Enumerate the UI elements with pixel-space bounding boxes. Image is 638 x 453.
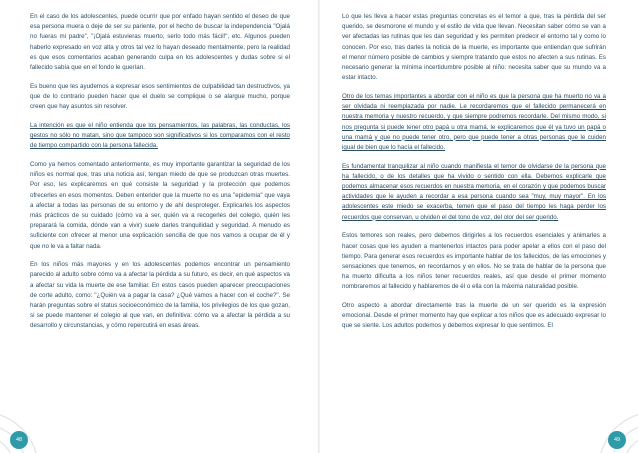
- paragraph: Otro aspecto a abordar directamente tras la muerte de un ser querido es la expresión emocional. Desde el primer momento hay que explicar a los niños que es adecuado expresar lo que se siente. Los adultos podemos y debemos expresar lo que sentimos. El: [342, 302, 606, 330]
- paragraph: La intención es que el niño entienda que los pensamientos, las palabras, las conductas, los gestos no sólo no matan, sino que tampoco son significativos si los comparamos con el resto de tiempo compartido con la persona fallecida.: [30, 121, 290, 150]
- paragraph: Es fundamental tranquilizar al niño cuando manifiesta el temor de olvidarse de la persona que ha fallecido, o de los detalles que ha vivido o sentido con ella. Debemos explicarle que podemos almacenar esos recuerdos en nuestra memoria, en el corazón y que podemos buscar actividades que le ayuden a recordar a esa persona cuando sea "muy, muy mayor". En los adolescentes este miedo se exacerba, temen que el paso del tiempo les haga perder los recuerdos que conservan, u olviden el del tono de voz, del olor del ser querido.: [342, 162, 606, 221]
- paragraph: Es bueno que les ayudemos a expresar esos sentimientos de culpabilidad tan destructivos, ya que de lo contrario pueden hacer que el duelo se complique o se alargue mucho, porque creen que hay asuntos sin resolver.: [30, 82, 290, 111]
- paragraph: En el caso de los adolescentes, puede ocurrir que por enfado hayan sentido el deseo de que esa persona muera o deje de ser su pariente, por el hecho de buscar la independencia "Ojalá no fueras mi padre", "¡Ojalá estuvieras muerto, serlo todo más fácil!", etc. Algunos pueden haberlo expresado en voz alta y otros tal vez lo hayan deseado mentalmente, pero la realidad es que esos comentarios acaban generando culpa en los adolescentes y dudas sobre si el fallecido sabía que en el fondo le querían.: [30, 13, 290, 72]
- page-number: 48: [10, 431, 28, 449]
- paragraph: Como ya hemos comentado anteriormente, es muy importante garantizar la seguridad de los niños es normal que, tras una noticia así, tengan miedo de que se produzcan otras muertes. Por eso, les explicaremos en qué consiste la seguridad y la protección que podemos ofrecerles en esos momentos. Deben entender que la muerte no es una "epidemia" que vaya a afectar a todas las personas de su entorno y de ahí desproteger. Explicarles los aspectos más prácticos de su cuidado (cómo va a ser, quién va a recogerles del colegio, quién les preparará la comida, dónde van a vivir) suele darles tranquilidad y seguridad. A menudo es suficiente con ofrecer al menor una explicación sencilla de que nos vamos a ocupar de él y que no le va a faltar nada.: [30, 160, 290, 250]
- right-page-text: [342, 12, 606, 340]
- paragraph: Lo que les lleva a hacer estas preguntas concretas es el temor a que, tras la pérdida del ser querido, se desmorone el mundo y el estilo de vida que llevan. Necesitan saber cómo se van a ver afectadas las rutinas que les dan seguridad y les permiten predecir el entorno tal y como lo conocen. Por eso, tras darles la noticia de la muerte, es importante que entiendan que sufrirán el menor número posible de cambios y siempre tratando que estos no afecten a sus rutinas. Es necesario generar la mínima incertidumbre posible al niño: necesita saber que su mundo va a estar intacto.: [342, 13, 606, 82]
- left-page-text: [30, 12, 290, 340]
- paragraph: Otro de los temas importantes a abordar con el niño es que la persona que ha muerto no va a ser olvidada ni reemplazada por nadie. Le recordaremos que el fallecido permanecerá en nuestra memoria y nuestro recuerdo, y que siempre podremos recordarle. Del mismo modo, si nos pregunta si puede tener otro papá u otra mamá, le explicaremos que él ya tuvo un papá o una mamá y que no puede tener otro, pero que puede tener a otras personas que le cuiden igual de bien que lo hacía el fallecido.: [342, 92, 606, 151]
- page-number: 49: [608, 431, 626, 449]
- paragraph: Estos temores son reales, pero debemos dirigirles a los recuerdos esenciales y animarles a hacer cosas que les ayuden a mantenerlos intactos para poder apelar a ellos con el paso del tiempo. Para generar esos recuerdos es importante hablar de los fallecidos, de las emociones y sensaciones que tenemos, en recordarnos y en ellos. No se trata de hablar de la persona que ha muerto dificulta a los niños tener recuerdos reales, así que desde el primer momento nombraremos al fallecido y hablaremos de él o ella con la máxima naturalidad posible.: [342, 232, 606, 291]
- paragraph: En los niños más mayores y en los adolescentes podemos encontrar un pensamiento parecido al adulto sobre cómo va a afectar la pérdida a su futuro, es decir, en qué aspectos va a afectar su vida la muerte de ese familiar. En estos casos pueden aparecer preocupaciones de corte adulto, como: "¿Quién va a pagar la casa? ¿Qué vamos a hacer con el coche?". Se harán preguntas sobre el status socioeconómico de la familia, los privilegios de los que gozan, si se puede mantener el colegio al que van, en definitiva: cómo va a afectar la pérdida a su desarrollo y circunstancias, y cómo repercutirá en esas áreas.: [30, 261, 290, 330]
- right-page: [319, 0, 638, 453]
